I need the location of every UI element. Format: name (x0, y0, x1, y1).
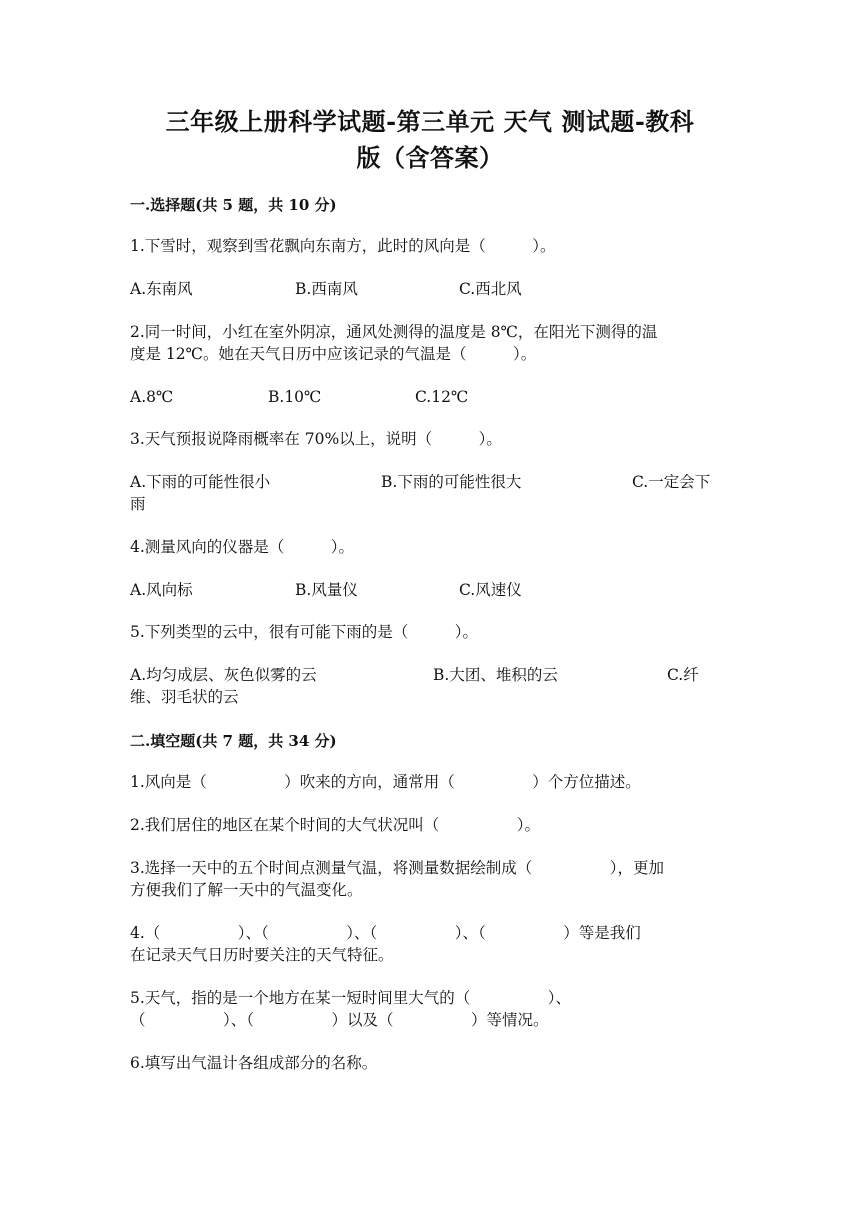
option-a: A.均匀成层、灰色似雾的云 (130, 666, 317, 684)
option-b: B.西南风 (295, 280, 358, 298)
option-b: B.大团、堆积的云 (433, 666, 558, 684)
option-c: C.西北风 (459, 280, 522, 298)
question-4: 4.测量风向的仪器是（ ）。 (130, 538, 355, 556)
fill-question-3-line-1: 3.选择一天中的五个时间点测量气温，将测量数据绘制成（ ），更加 (130, 859, 665, 877)
fill-question-4-line-1: 4.（ ）、（ ）、（ ）、（ ）等是我们 (130, 924, 641, 942)
section-fill-heading: 二.填空题(共 7 题，共 34 分) (130, 732, 337, 750)
fill-question-4-line-2: 在记录天气日历时要关注的天气特征。 (130, 946, 394, 964)
option-c-continued: 维、羽毛状的云 (130, 688, 239, 706)
title-line-2: 版（含答案） (356, 143, 504, 172)
question-1: 1.下雪时，观察到雪花飘向东南方，此时的风向是（ ）。 (130, 237, 556, 255)
option-b: B.风量仪 (295, 581, 358, 599)
option-b: B.10℃ (268, 388, 322, 406)
fill-question-6: 6.填写出气温计各组成部分的名称。 (130, 1054, 378, 1072)
question-3: 3.天气预报说降雨概率在 70%以上，说明（ ）。 (130, 430, 502, 448)
fill-question-5-line-1: 5.天气，指的是一个地方在某一短时间里大气的（ ）、 (130, 989, 572, 1007)
title-line-1: 三年级上册科学试题-第三单元 天气 测试题-教科 (165, 107, 695, 136)
option-c: C.风速仪 (459, 581, 522, 599)
option-c-continued: 雨 (130, 495, 146, 513)
question-2-line-2: 度是 12℃。她在天气日历中应该记录的气温是（ ）。 (130, 345, 537, 363)
option-a: A.8℃ (130, 388, 174, 406)
option-c: C.纤 (667, 666, 699, 684)
option-c: C.12℃ (415, 388, 469, 406)
option-a: A.风向标 (130, 581, 193, 599)
page-title (130, 104, 730, 176)
option-a: A.下雨的可能性很小 (130, 473, 271, 491)
question-2-line-1: 2.同一时间，小红在室外阴凉，通风处测得的温度是 8℃，在阳光下测得的温 (130, 323, 658, 341)
fill-question-1: 1.风向是（ ）吹来的方向，通常用（ ）个方位描述。 (130, 773, 641, 791)
fill-question-3-line-2: 方便我们了解一天中的气温变化。 (130, 881, 363, 899)
option-a: A.东南风 (130, 280, 193, 298)
fill-question-5-line-2: （ ）、（ ）以及（ ）等情况。 (130, 1011, 549, 1029)
question-5: 5.下列类型的云中，很有可能下雨的是（ ）。 (130, 623, 479, 641)
option-c: C.一定会下 (632, 473, 711, 491)
option-b: B.下雨的可能性很大 (381, 473, 522, 491)
section-choice-heading: 一.选择题(共 5 题，共 10 分) (130, 196, 337, 214)
fill-question-2: 2.我们居住的地区在某个时间的大气状况叫（ ）。 (130, 816, 541, 834)
